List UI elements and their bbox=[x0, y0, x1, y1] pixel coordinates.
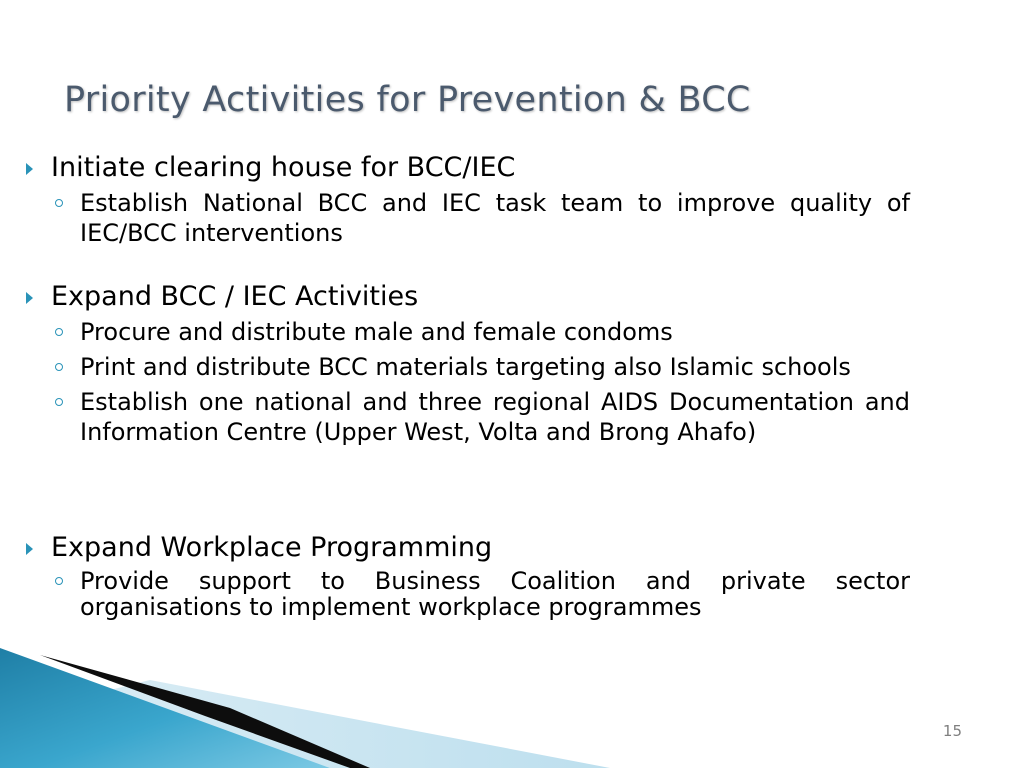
bullet-heading-text: Initiate clearing house for BCC/IEC bbox=[51, 152, 516, 183]
sub-bullet-text: Provide support to Business Coalition and private sector organisations to implement workplace programmes bbox=[80, 567, 910, 621]
bullet-section-bcc-iec-activities bbox=[24, 281, 910, 452]
sub-bullet-list bbox=[24, 568, 910, 620]
bullet-heading-text: Expand Workplace Programming bbox=[51, 532, 493, 563]
sub-bullet-item bbox=[24, 188, 910, 248]
bullet-section-workplace-programming bbox=[24, 532, 910, 625]
sub-bullet-item bbox=[24, 317, 910, 347]
triangle-arrow-icon bbox=[26, 543, 33, 555]
hollow-circle-icon bbox=[55, 363, 63, 371]
sub-bullet-list bbox=[24, 317, 910, 447]
triangle-arrow-icon bbox=[26, 163, 33, 175]
page-number: 15 bbox=[942, 722, 962, 740]
triangle-arrow-icon bbox=[26, 292, 33, 304]
sub-bullet-list bbox=[24, 188, 910, 248]
bullet-heading bbox=[24, 152, 910, 184]
slide-title: Priority Activities for Prevention & BCC bbox=[64, 80, 751, 120]
sub-bullet-text: Print and distribute BCC materials targeting also Islamic schools bbox=[80, 353, 851, 381]
bullet-heading bbox=[24, 532, 910, 564]
bullet-heading bbox=[24, 281, 910, 313]
hollow-circle-icon bbox=[55, 199, 63, 207]
bullet-heading-text: Expand BCC / IEC Activities bbox=[51, 281, 419, 312]
hollow-circle-icon bbox=[55, 328, 63, 336]
sub-bullet-text: Procure and distribute male and female condoms bbox=[80, 318, 673, 346]
hollow-circle-icon bbox=[55, 398, 63, 406]
sub-bullet-item bbox=[24, 387, 910, 447]
sub-bullet-text: Establish National BCC and IEC task team to improve quality of IEC/BCC interventions bbox=[80, 189, 910, 247]
sub-bullet-text: Establish one national and three regional AIDS Documentation and Information Centre (Upper West, Volta and Brong Ahafo) bbox=[80, 388, 910, 446]
bullet-section-clearing-house bbox=[24, 152, 910, 253]
sub-bullet-item bbox=[24, 352, 910, 382]
sub-bullet-item bbox=[24, 568, 910, 620]
hollow-circle-icon bbox=[55, 577, 63, 585]
